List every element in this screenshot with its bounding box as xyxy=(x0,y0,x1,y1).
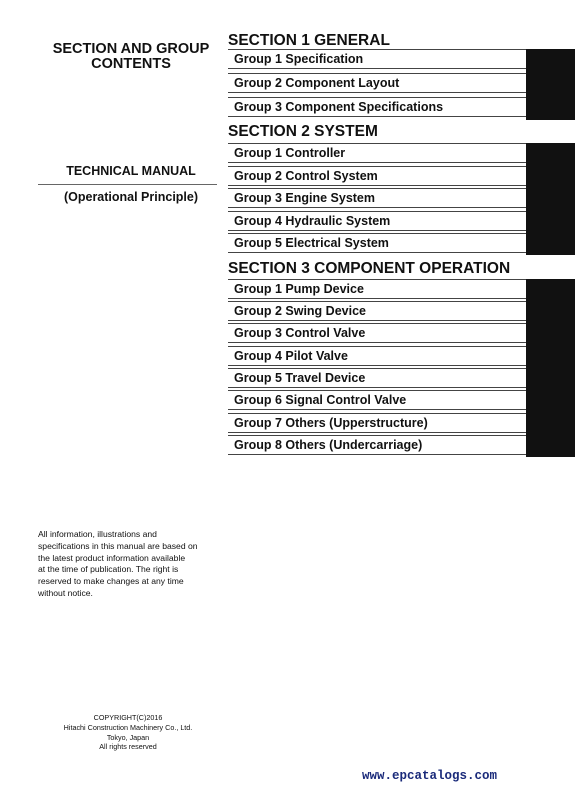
group-row[interactable] xyxy=(228,143,526,163)
section-system xyxy=(228,122,575,256)
group-label: Group 7 Others (Upperstructure) xyxy=(234,416,428,430)
group-label: Group 2 Component Layout xyxy=(234,76,400,90)
section-component-operation xyxy=(228,259,575,459)
section-heading: SECTION 1 GENERAL xyxy=(228,32,390,49)
group-label: Group 4 Hydraulic System xyxy=(234,214,391,228)
group-row[interactable] xyxy=(228,346,526,366)
group-row[interactable] xyxy=(228,390,526,410)
group-label: Group 2 Control System xyxy=(234,169,378,183)
section-tab[interactable] xyxy=(526,143,575,255)
group-row[interactable] xyxy=(228,301,526,321)
group-row[interactable] xyxy=(228,233,526,253)
group-label: Group 5 Travel Device xyxy=(234,371,366,385)
section-heading: SECTION 2 SYSTEM xyxy=(228,123,378,140)
website-link[interactable]: www.epcatalogs.com xyxy=(362,769,498,783)
group-label: Group 3 Component Specifications xyxy=(234,100,444,114)
group-label: Group 2 Swing Device xyxy=(234,304,366,318)
manual-title: TECHNICAL MANUAL xyxy=(66,164,196,178)
section-general xyxy=(228,31,575,121)
group-label: Group 8 Others (Undercarriage) xyxy=(234,438,423,452)
group-label: Group 1 Pump Device xyxy=(234,282,364,296)
group-row[interactable] xyxy=(228,97,526,117)
group-label: Group 3 Control Valve xyxy=(234,326,366,340)
section-tab[interactable] xyxy=(526,49,575,120)
group-row[interactable] xyxy=(228,323,526,343)
group-row[interactable] xyxy=(228,49,526,69)
group-row[interactable] xyxy=(228,73,526,93)
group-row[interactable] xyxy=(228,166,526,186)
group-label: Group 1 Controller xyxy=(234,146,346,160)
group-label: Group 5 Electrical System xyxy=(234,236,389,250)
section-heading: SECTION 3 COMPONENT OPERATION xyxy=(228,260,511,277)
group-row[interactable] xyxy=(228,188,526,208)
disclaimer-text: All information, illustrations and specifications in this manual are based on the latest product information available at the time of publication. The right is reserved to make changes at any time without notice. xyxy=(38,529,198,598)
divider xyxy=(38,184,217,185)
group-label: Group 4 Pilot Valve xyxy=(234,349,348,363)
group-row[interactable] xyxy=(228,211,526,231)
group-row[interactable] xyxy=(228,279,526,299)
manual-subtitle: (Operational Principle) xyxy=(63,190,199,204)
group-row[interactable] xyxy=(228,435,526,455)
section-tab[interactable] xyxy=(526,279,575,457)
copyright-notice: COPYRIGHT(C)2016 Hitachi Construction Machinery Co., Ltd. Tokyo, Japan All rights reserved xyxy=(63,713,193,752)
contents-title: SECTION AND GROUP CONTENTS xyxy=(52,41,210,72)
group-row[interactable] xyxy=(228,413,526,433)
group-label: Group 6 Signal Control Valve xyxy=(234,393,407,407)
group-row[interactable] xyxy=(228,368,526,388)
group-label: Group 3 Engine System xyxy=(234,191,376,205)
group-label: Group 1 Specification xyxy=(234,52,364,66)
